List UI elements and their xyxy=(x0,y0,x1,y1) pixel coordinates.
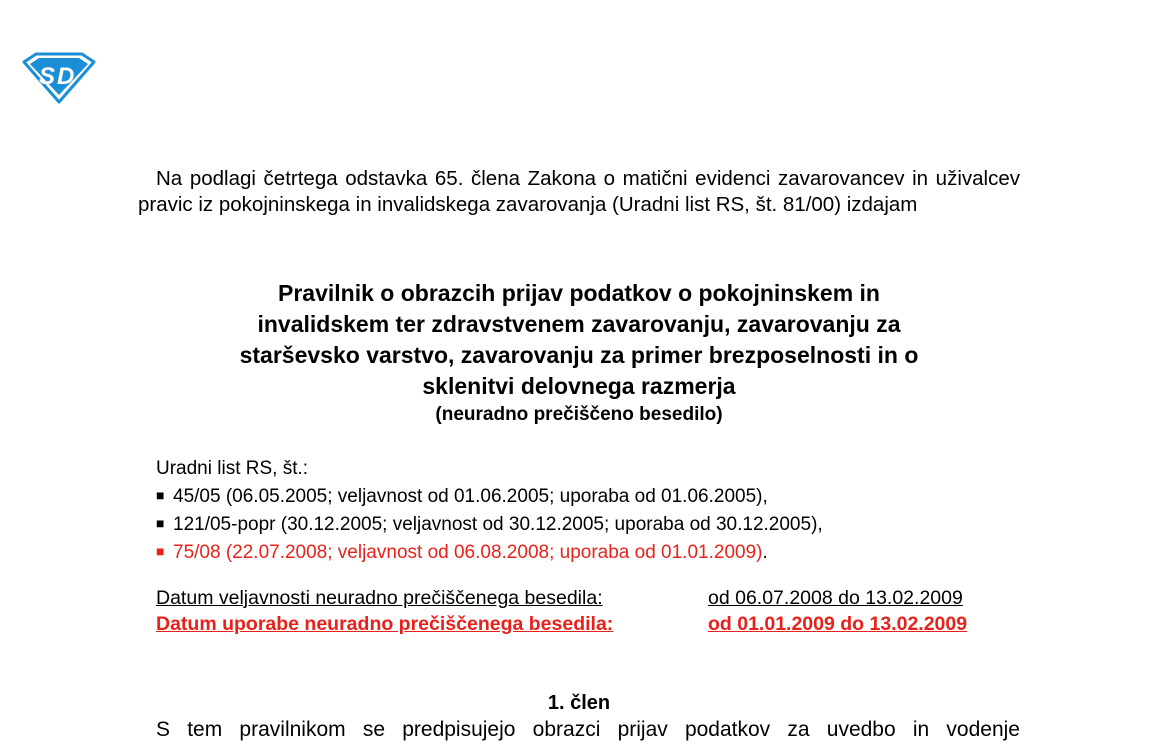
application-label: Datum uporabe neuradno prečiščenega besedila: xyxy=(156,613,614,635)
article-text: S tem pravilnikom se predpisujejo obrazci prijav podatkov za uvedbo in vodenje xyxy=(156,718,1020,741)
title-line: starševsko varstvo, zavarovanju za primer brezposelnosti in o xyxy=(239,342,919,368)
bullet-icon: ■ xyxy=(156,515,165,531)
title-line: Pravilnik o obrazcih prijav podatkov o pokojninskem in xyxy=(278,280,880,306)
gazette-references xyxy=(156,456,1056,566)
gazette-item: ■ 121/05-popr (30.12.2005; veljavnost od 30.12.2005; uporaba od 30.12.2005), xyxy=(156,510,1056,538)
bullet-icon: ■ xyxy=(156,487,165,503)
svg-text:S: S xyxy=(39,63,56,90)
validity-row xyxy=(156,585,967,611)
article-heading: 1. člen xyxy=(547,692,611,714)
gazette-heading: Uradni list RS, št.: xyxy=(156,458,309,479)
bullet-icon: ■ xyxy=(156,543,165,559)
validity-label: Datum veljavnosti neuradno prečiščenega besedila: xyxy=(156,587,603,609)
application-row xyxy=(156,611,967,637)
title-line: invalidskem ter zdravstvenem zavarovanju, zavarovanju za xyxy=(257,311,901,337)
gazette-item-highlighted: ■ 75/08 (22.07.2008; veljavnost od 06.08.2008; uporaba od 01.01.2009). xyxy=(156,538,1056,566)
sd-logo-shield-icon xyxy=(22,52,96,104)
gazette-item: ■ 45/05 (06.05.2005; veljavnost od 01.06.2005; uporaba od 01.06.2005), xyxy=(156,482,1056,510)
sd-logo xyxy=(22,52,96,104)
document-title xyxy=(138,278,1020,402)
title-line: sklenitvi delovnega razmerja xyxy=(422,373,736,399)
date-info xyxy=(156,585,967,637)
validity-value: od 06.07.2008 do 13.02.2009 xyxy=(708,587,963,609)
svg-text:D: D xyxy=(57,63,75,90)
document-subtitle: (neuradno prečiščeno besedilo) xyxy=(435,404,723,425)
preamble: Na podlagi četrtega odstavka 65. člena Zakona o matični evidenci zavarovancev in uživalcev pravic iz pokojninskega in invalidskega zavarovanja (Uradni list RS, št. 81/00) izdajam xyxy=(138,167,1020,216)
application-value: od 01.01.2009 do 13.02.2009 xyxy=(708,613,968,635)
